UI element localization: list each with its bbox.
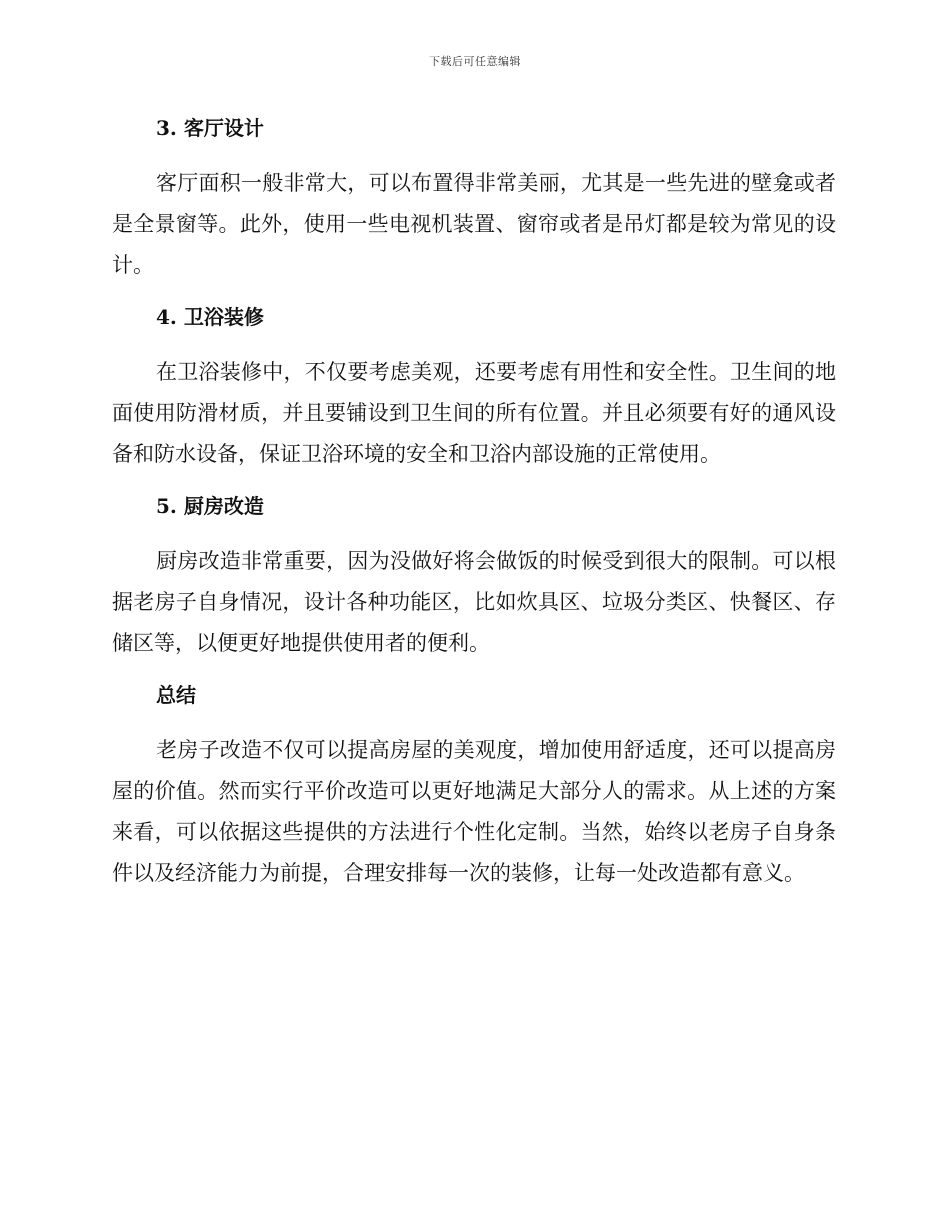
section-heading-bathroom: 4. 卫浴装修 xyxy=(156,305,264,329)
section-paragraph-living-room: 客厅面积一般非常大，可以布置得非常美丽，尤其是一些先进的壁龛或者是全景窗等。此外，使用一些电视机装置、窗帘或者是吊灯都是较为常见的设计。 xyxy=(112,171,836,277)
section-heading-summary: 总结 xyxy=(156,683,196,707)
page-header: 下载后可任意编辑 xyxy=(429,55,521,68)
section-paragraph-kitchen: 厨房改造非常重要，因为没做好将会做饭的时候受到很大的限制。可以根据老房子自身情况，设计各种功能区，比如炊具区、垃圾分类区、快餐区、存储区等，以便更好地提供使用者的便利。 xyxy=(112,549,836,655)
section-paragraph-summary: 老房子改造不仅可以提高房屋的美观度，增加使用舒适度，还可以提高房屋的价值。然而实行平价改造可以更好地满足大部分人的需求。从上述的方案来看，可以依据这些提供的方法进行个性化定制。当然，始终以老房子自身条件以及经济能力为前提，合理安排每一次的装修，让每一处改造都有意义。 xyxy=(112,738,836,885)
section-heading-kitchen: 5. 厨房改造 xyxy=(156,494,264,518)
section-paragraph-bathroom: 在卫浴装修中，不仅要考虑美观，还要考虑有用性和安全性。卫生间的地面使用防滑材质，并且要铺设到卫生间的所有位置。并且必须要有好的通风设备和防水设备，保证卫浴环境的安全和卫浴内部设施的正常使用。 xyxy=(112,360,836,466)
document-body xyxy=(112,108,836,894)
section-heading-living-room: 3. 客厅设计 xyxy=(156,116,264,140)
